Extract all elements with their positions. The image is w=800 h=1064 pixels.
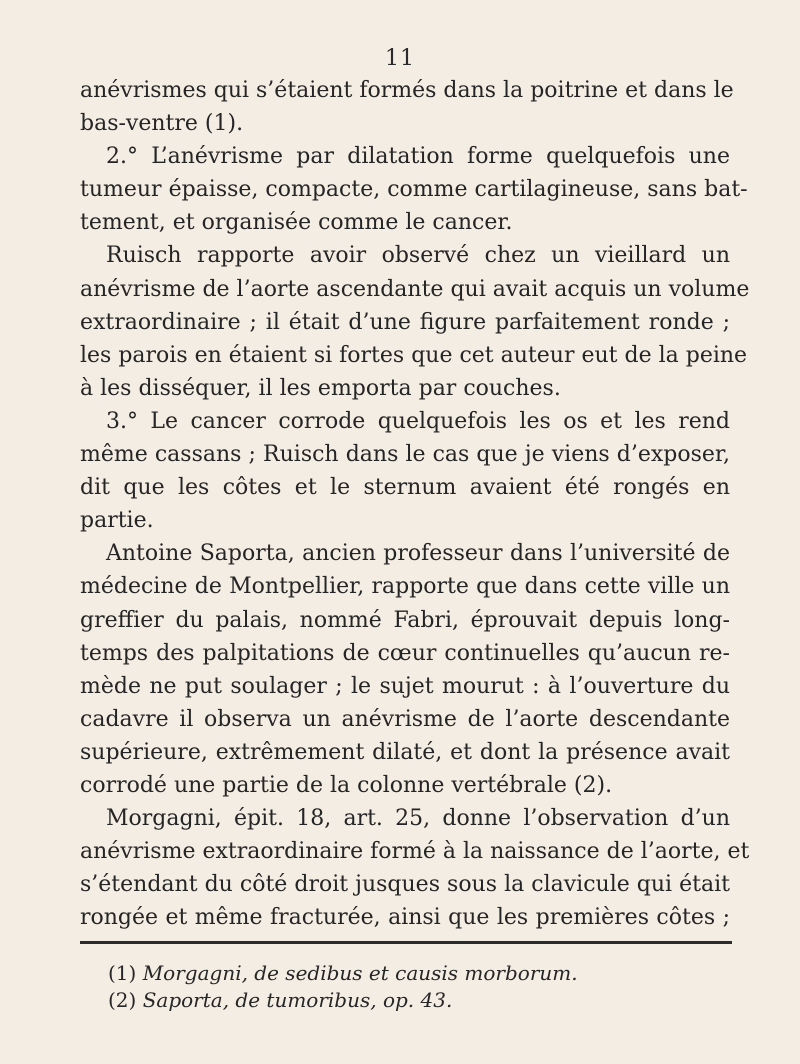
text-line: même cassans ; Ruisch dans le cas que je viens d’exposer, (80, 442, 730, 468)
text-line: greffier du palais, nommé Fabri, éprouvait depuis long- (80, 607, 730, 633)
text-line: s’étendant du côté droit jusques sous la clavicule qui était (80, 872, 730, 898)
text-line: supérieure, extrêmement dilaté, et dont la présence avait (80, 739, 730, 765)
text-line: Morgagni, épit. 18, art. 25, donne l’observation d’un (106, 806, 730, 832)
text-line: dit que les côtes et le sternum avaient été rongés en (80, 475, 730, 501)
footnote (108, 960, 728, 987)
footnote-rule (80, 941, 732, 944)
text-line: partie. (80, 508, 154, 534)
text-line: anévrisme de l’aorte ascendante qui avait acquis un volume (80, 276, 750, 302)
footnote-mark: (1) (108, 961, 137, 985)
text-line: temps des palpitations de cœur continuelles qu’aucun re- (80, 640, 730, 666)
footnote-text: Morgagni, de sedibus et causis morborum. (142, 961, 578, 985)
text-line: les parois en étaient si fortes que cet auteur eut de la peine (80, 342, 748, 368)
page-number: 11 (385, 46, 415, 71)
text-line: rongée et même fracturée, ainsi que les premières côtes ; (80, 905, 730, 931)
text-line: tement, et organisée comme le cancer. (80, 210, 513, 236)
footnotes (108, 960, 728, 1014)
footnote-text: Saporta, de tumoribus, op. 43. (142, 988, 453, 1012)
text-line: à les disséquer, il les emporta par couches. (80, 375, 561, 401)
text-line: bas-ventre (1). (80, 111, 244, 137)
text-line: Ruisch rapporte avoir observé chez un vieillard un (106, 243, 730, 269)
text-line: Antoine Saporta, ancien professeur dans l’université de (106, 541, 730, 567)
footnote-mark: (2) (108, 988, 137, 1012)
footnote (108, 987, 728, 1014)
text-line: anévrismes qui s’étaient formés dans la poitrine et dans le (80, 78, 734, 103)
text-line: médecine de Montpellier, rapporte que dans cette ville un (80, 574, 730, 600)
text-line: extraordinaire ; il était d’une figure parfaitement ronde ; (80, 309, 730, 335)
text-line: 3.° Le cancer corrode quelquefois les os et les rend (106, 408, 730, 434)
text-line: cadavre il observa un anévrisme de l’aorte descendante (80, 706, 730, 732)
text-line: mède ne put soulager ; le sujet mourut : à l’ouverture du (80, 673, 730, 699)
body-text (80, 74, 750, 934)
text-line: tumeur épaisse, compacte, comme cartilagineuse, sans bat- (80, 177, 748, 203)
text-line: corrodé une partie de la colonne vertébrale (2). (80, 772, 613, 798)
text-line: 2.° L’anévrisme par dilatation forme quelquefois une (106, 144, 730, 170)
text-line: anévrisme extraordinaire formé à la naissance de l’aorte, et (80, 839, 750, 865)
